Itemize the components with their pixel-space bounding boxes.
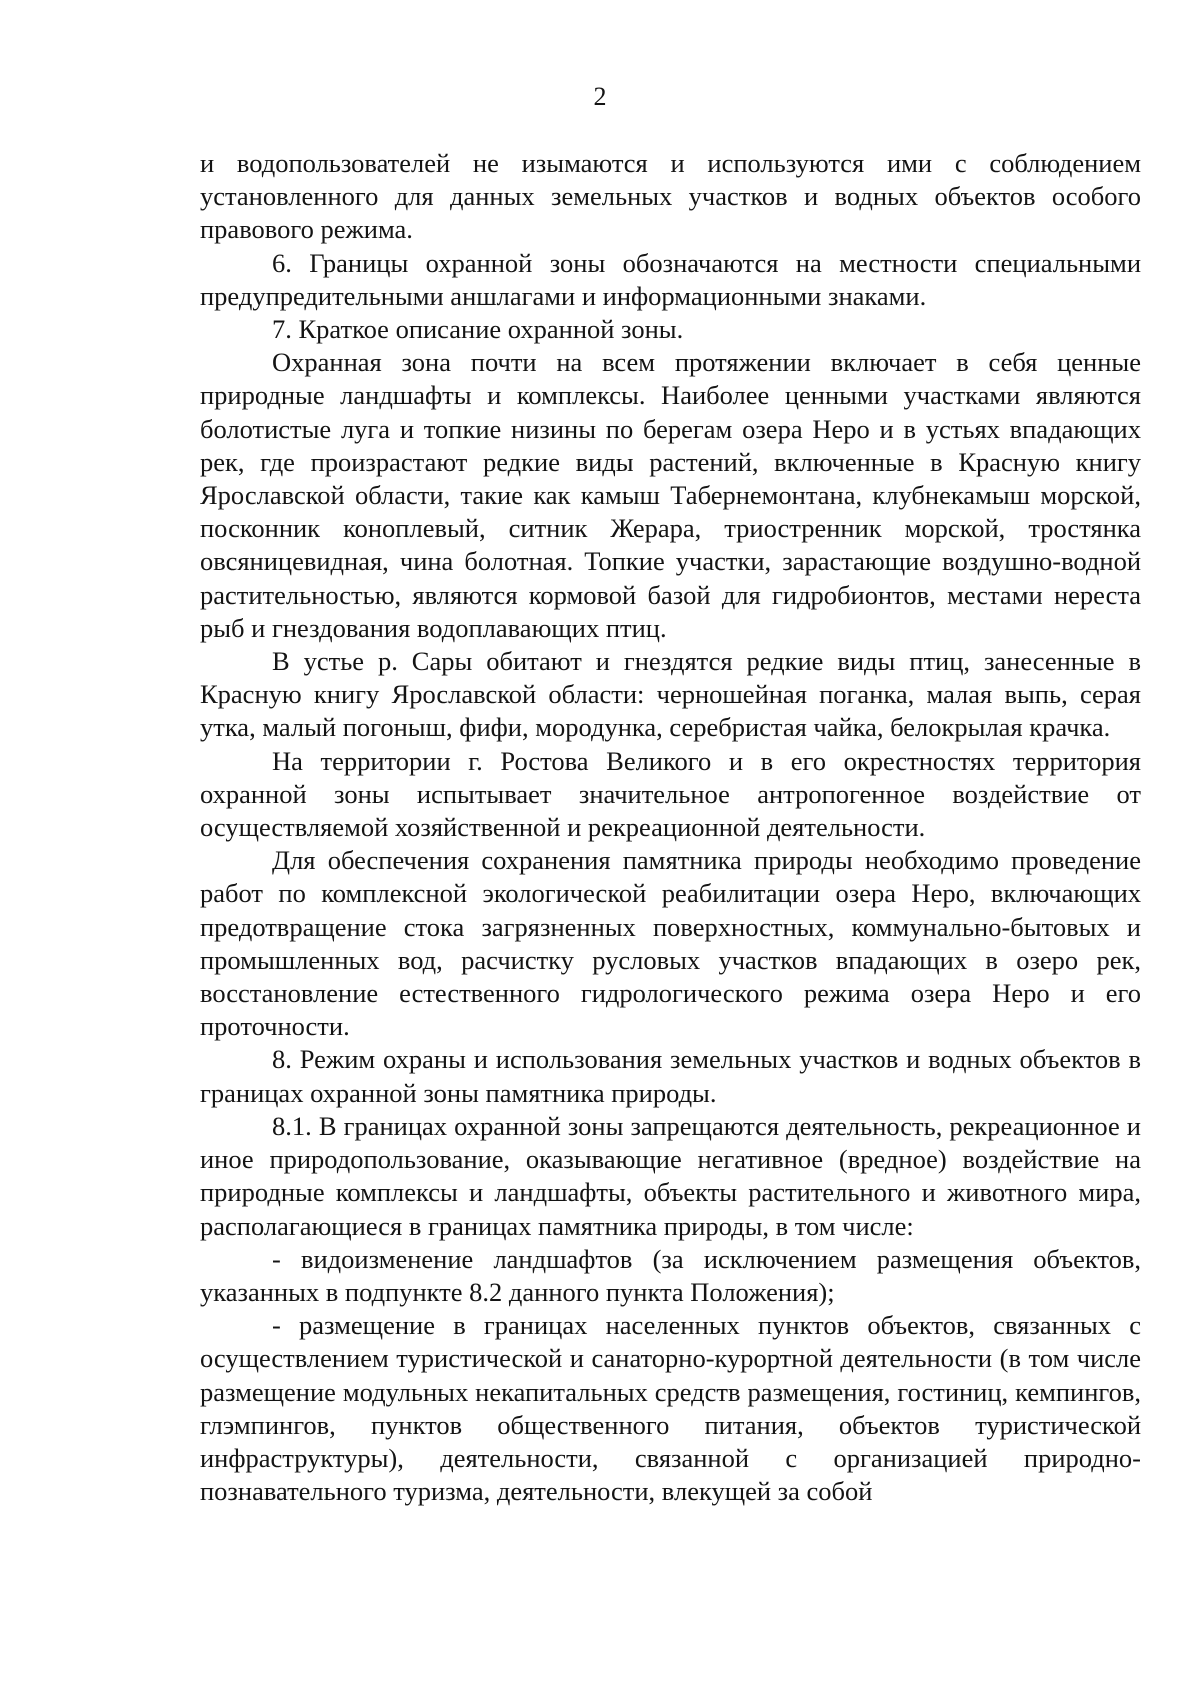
paragraph-item-6: 6. Границы охранной зоны обозначаются на местности специальными предупредительными аншлагами и информационными знаками. bbox=[200, 247, 1141, 311]
list-item-tourism-objects: - размещение в границах населенных пунктов объектов, связанных с осуществлением туристической и санаторно-курортной деятельности (в том числе размещение модульных некапитальных средств размещения, гостиниц, кемпингов, глэмпингов, пунктов общественного питания, объектов туристической инфраструктуры), деятельности, связанной с организацией природно-познавательного туризма, деятельности, влекущей за собой bbox=[200, 1310, 1141, 1507]
paragraph-valuable-landscapes: Охранная зона почти на всем протяжении включает в себя ценные природные ландшафты и комплексы. Наиболее ценными участками являются болотистые луга и топкие низины по берегам озера Неро и в устьях впадающих рек, где произрастают редкие виды растений, включенные в Красную книгу Ярославской области, такие как камыш Табернемонтана, клубнекамыш морской, посконник коноплевый, ситник Жерара, триостренник морской, тростянка овсяницевидная, чина болотная. Топкие участки, зарастающие воздушно-водной растительностью, являются кормовой базой для гидробионтов, местами нереста рыб и гнездования водоплавающих птиц. bbox=[200, 347, 1141, 643]
document-body bbox=[200, 147, 1141, 1508]
paragraph-item-8: 8. Режим охраны и использования земельных участков и водных объектов в границах охранной зоны памятника природы. bbox=[200, 1044, 1141, 1108]
page-number: 2 bbox=[593, 82, 607, 111]
paragraph-anthropogenic-impact: На территории г. Ростова Великого и в его окрестностях территория охранной зоны испытывает значительное антропогенное воздействие от осуществляемой хозяйственной и рекреационной деятельности. bbox=[200, 745, 1141, 843]
paragraph-continuation: и водопользователей не изымаются и используются ими с соблюдением установленного для данных земельных участков и водных объектов особого правового режима. bbox=[200, 148, 1141, 245]
list-item-landscape-change: - видоизменение ландшафтов (за исключением размещения объектов, указанных в подпункте 8.2 данного пункта Положения); bbox=[200, 1243, 1141, 1307]
paragraph-item-7: 7. Краткое описание охранной зоны. bbox=[272, 314, 684, 345]
paragraph-item-8-1: 8.1. В границах охранной зоны запрещаются деятельность, рекреационное и иное природопользование, оказывающие негативное (вредное) воздействие на природные комплексы и ландшафты, объекты растительного и животного мира, располагающиеся в границах памятника природы, в том числе: bbox=[200, 1110, 1141, 1241]
paragraph-rare-birds: В устье р. Сары обитают и гнездятся редкие виды птиц, занесенные в Красную книгу Ярославской области: черношейная поганка, малая выпь, серая утка, малый погоныш, фифи, мородунка, серебристая чайка, белокрылая крачка. bbox=[200, 646, 1141, 743]
paragraph-rehabilitation: Для обеспечения сохранения памятника природы необходимо проведение работ по комплексной экологической реабилитации озера Неро, включающих предотвращение стока загрязненных поверхностных, коммунально-бытовых и промышленных вод, расчистку русловых участков впадающих в озеро рек, восстановление естественного гидрологического режима озера Неро и его проточности. bbox=[200, 845, 1141, 1042]
